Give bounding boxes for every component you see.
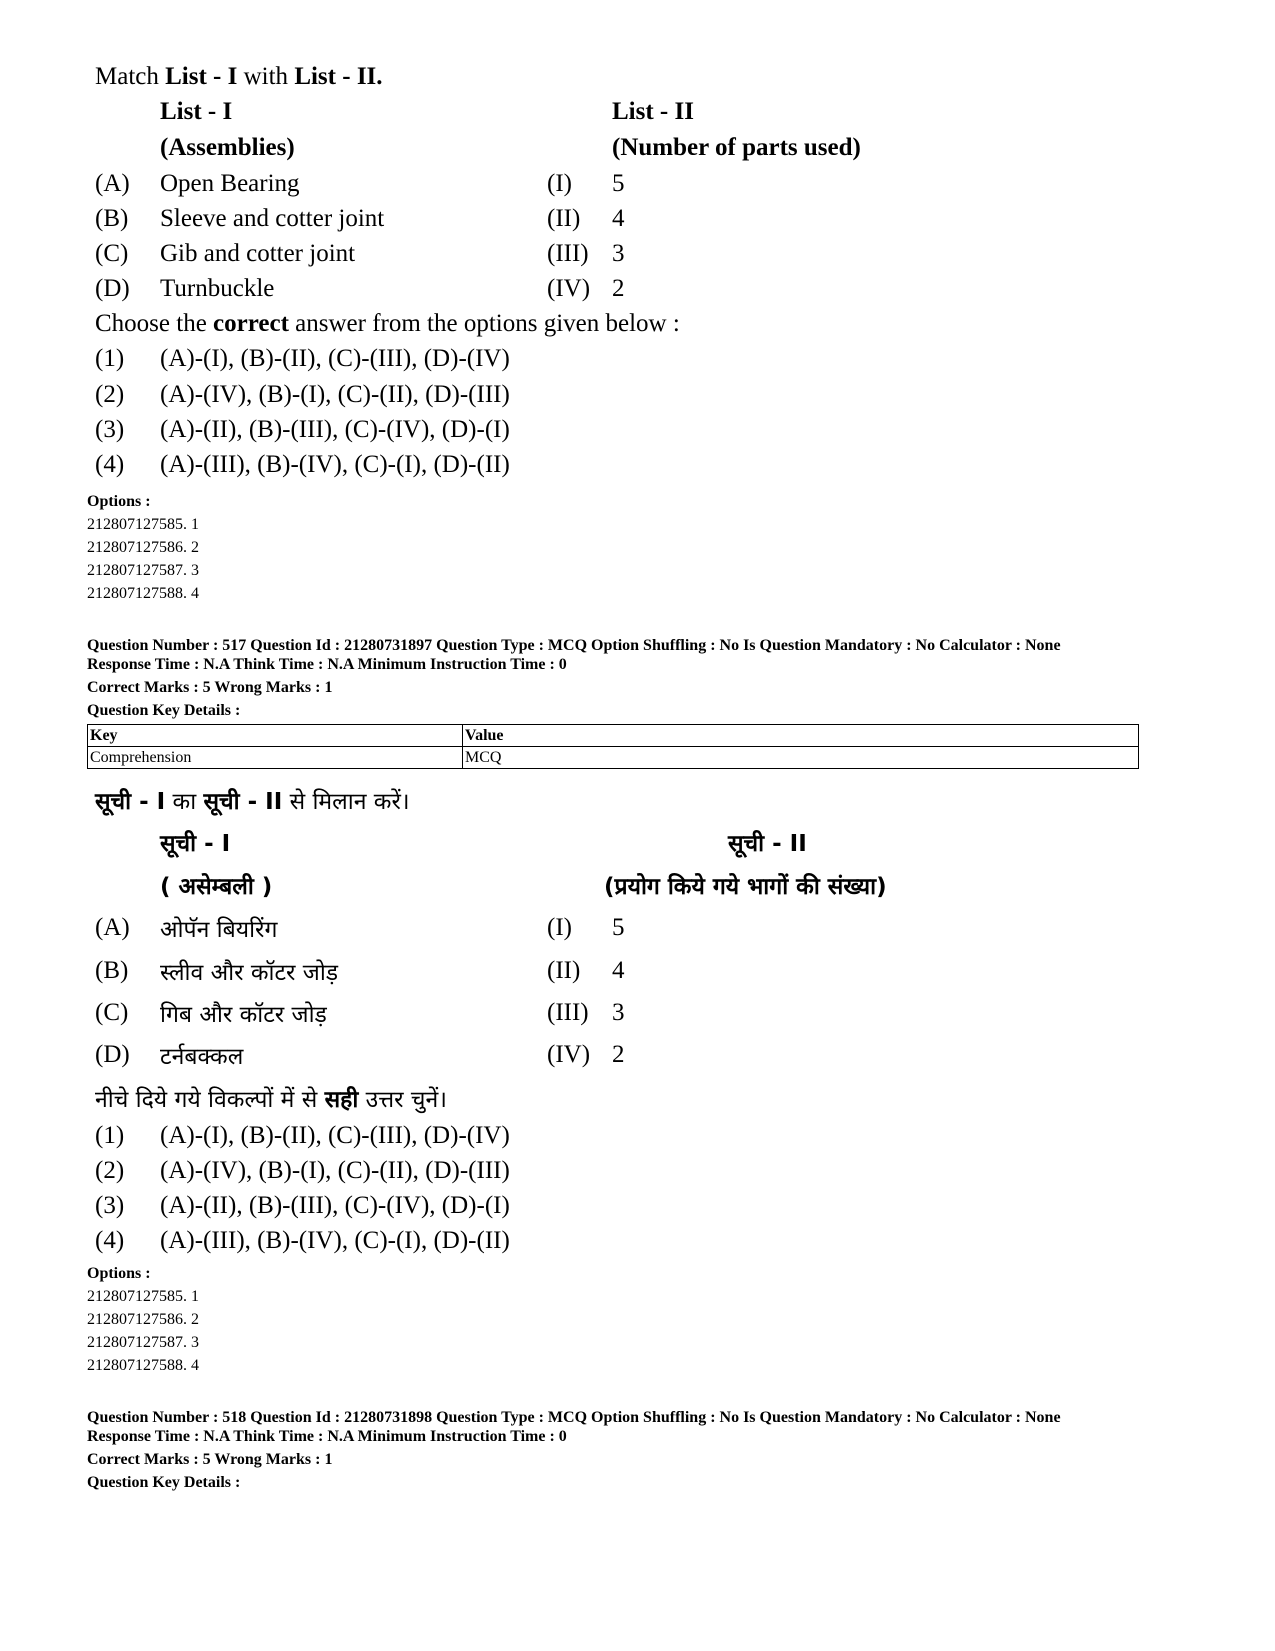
row-num: (I) xyxy=(547,914,572,941)
row-num: (IV) xyxy=(547,275,591,302)
row-item: ओपॅन बियरिंग xyxy=(160,917,278,943)
row-value: 4 xyxy=(612,205,625,232)
row-label: (D) xyxy=(95,275,130,302)
list1-title: सूची - I xyxy=(160,831,231,857)
row-item: Turnbuckle xyxy=(160,275,275,302)
row-item: Open Bearing xyxy=(160,170,300,197)
marks-line: Correct Marks : 5 Wrong Marks : 1 xyxy=(87,679,333,696)
row-num: (IV) xyxy=(547,1041,591,1068)
answer-text: (A)-(II), (B)-(III), (C)-(IV), (D)-(I) xyxy=(160,416,510,443)
answer-number: (1) xyxy=(95,345,125,372)
row-label: (C) xyxy=(95,999,129,1026)
list2-subtitle: (प्रयोग किये गये भागों की संख्या) xyxy=(604,874,887,900)
row-item: Gib and cotter joint xyxy=(160,240,356,267)
answer-text: (A)-(III), (B)-(IV), (C)-(I), (D)-(II) xyxy=(160,451,510,478)
row-label: (B) xyxy=(95,957,129,984)
row-num: (III) xyxy=(547,999,589,1026)
row-num: (II) xyxy=(547,957,581,984)
list1-subtitle: ( असेम्बली ) xyxy=(160,874,273,900)
table-cell-value: MCQ xyxy=(463,747,1139,769)
option-id: 212807127588. 4 xyxy=(87,585,199,602)
question-meta-line: Question Number : 517 Question Id : 21280731897 Question Type : MCQ Option Shuffling : No Is Question Mandatory : No Calculator : None xyxy=(87,637,1061,654)
key-details-label: Question Key Details : xyxy=(87,702,241,719)
row-label: (C) xyxy=(95,240,129,267)
list2-title: सूची - II xyxy=(728,831,807,857)
option-id: 212807127585. 1 xyxy=(87,516,199,533)
answer-number: (2) xyxy=(95,381,125,408)
row-label: (D) xyxy=(95,1041,130,1068)
row-value: 2 xyxy=(612,275,625,302)
answer-number: (2) xyxy=(95,1157,125,1184)
answer-text: (A)-(II), (B)-(III), (C)-(IV), (D)-(I) xyxy=(160,1192,510,1219)
row-value: 3 xyxy=(612,999,625,1026)
option-id: 212807127587. 3 xyxy=(87,1334,199,1351)
row-value: 3 xyxy=(612,240,625,267)
answer-text: (A)-(IV), (B)-(I), (C)-(II), (D)-(III) xyxy=(160,1157,510,1184)
choose-instruction: Choose the correct answer from the options given below : xyxy=(95,310,680,337)
row-item: स्लीव और कॉटर जोड़ xyxy=(160,960,339,986)
row-item: Sleeve and cotter joint xyxy=(160,205,385,232)
row-label: (A) xyxy=(95,914,130,941)
option-id: 212807127585. 1 xyxy=(87,1288,199,1305)
row-label: (B) xyxy=(95,205,129,232)
question-meta-line: Response Time : N.A Think Time : N.A Minimum Instruction Time : 0 xyxy=(87,656,567,673)
answer-text: (A)-(III), (B)-(IV), (C)-(I), (D)-(II) xyxy=(160,1227,510,1254)
answer-number: (4) xyxy=(95,451,125,478)
answer-text: (A)-(IV), (B)-(I), (C)-(II), (D)-(III) xyxy=(160,381,510,408)
answer-number: (3) xyxy=(95,416,125,443)
option-id: 212807127587. 3 xyxy=(87,562,199,579)
question-intro-hindi: सूची - I का सूची - II से मिलान करें। xyxy=(95,789,410,815)
list2-subtitle: (Number of parts used) xyxy=(612,134,861,161)
list2-title: List - II xyxy=(612,98,694,125)
answer-text: (A)-(I), (B)-(II), (C)-(III), (D)-(IV) xyxy=(160,1122,510,1149)
row-value: 5 xyxy=(612,914,625,941)
row-label: (A) xyxy=(95,170,130,197)
option-id: 212807127586. 2 xyxy=(87,539,199,556)
table-header-key: Key xyxy=(88,725,463,747)
row-value: 2 xyxy=(612,1041,625,1068)
option-id: 212807127586. 2 xyxy=(87,1311,199,1328)
list1-title: List - I xyxy=(160,98,233,125)
key-value-table xyxy=(87,724,1139,769)
question-meta-line: Response Time : N.A Think Time : N.A Minimum Instruction Time : 0 xyxy=(87,1428,567,1445)
options-label: Options : xyxy=(87,493,151,510)
row-value: 4 xyxy=(612,957,625,984)
options-label: Options : xyxy=(87,1265,151,1282)
answer-number: (4) xyxy=(95,1227,125,1254)
table-row xyxy=(88,747,1139,769)
row-num: (II) xyxy=(547,205,581,232)
row-num: (III) xyxy=(547,240,589,267)
answer-number: (3) xyxy=(95,1192,125,1219)
answer-number: (1) xyxy=(95,1122,125,1149)
choose-instruction: नीचे दिये गये विकल्पों में से सही उत्तर चुनें। xyxy=(95,1087,447,1113)
table-cell-key: Comprehension xyxy=(88,747,463,769)
table-header-row xyxy=(88,725,1139,747)
key-details-label: Question Key Details : xyxy=(87,1474,241,1491)
list1-subtitle: (Assemblies) xyxy=(160,134,295,161)
table-header-value: Value xyxy=(463,725,1139,747)
marks-line: Correct Marks : 5 Wrong Marks : 1 xyxy=(87,1451,333,1468)
option-id: 212807127588. 4 xyxy=(87,1357,199,1374)
row-item: गिब और कॉटर जोड़ xyxy=(160,1002,327,1028)
row-value: 5 xyxy=(612,170,625,197)
question-meta-line: Question Number : 518 Question Id : 21280731898 Question Type : MCQ Option Shuffling : No Is Question Mandatory : No Calculator : None xyxy=(87,1409,1061,1426)
row-item: टर्नबक्कल xyxy=(160,1044,244,1070)
row-num: (I) xyxy=(547,170,572,197)
answer-text: (A)-(I), (B)-(II), (C)-(III), (D)-(IV) xyxy=(160,345,510,372)
question-intro: Match List - I with List - II. xyxy=(95,63,383,90)
